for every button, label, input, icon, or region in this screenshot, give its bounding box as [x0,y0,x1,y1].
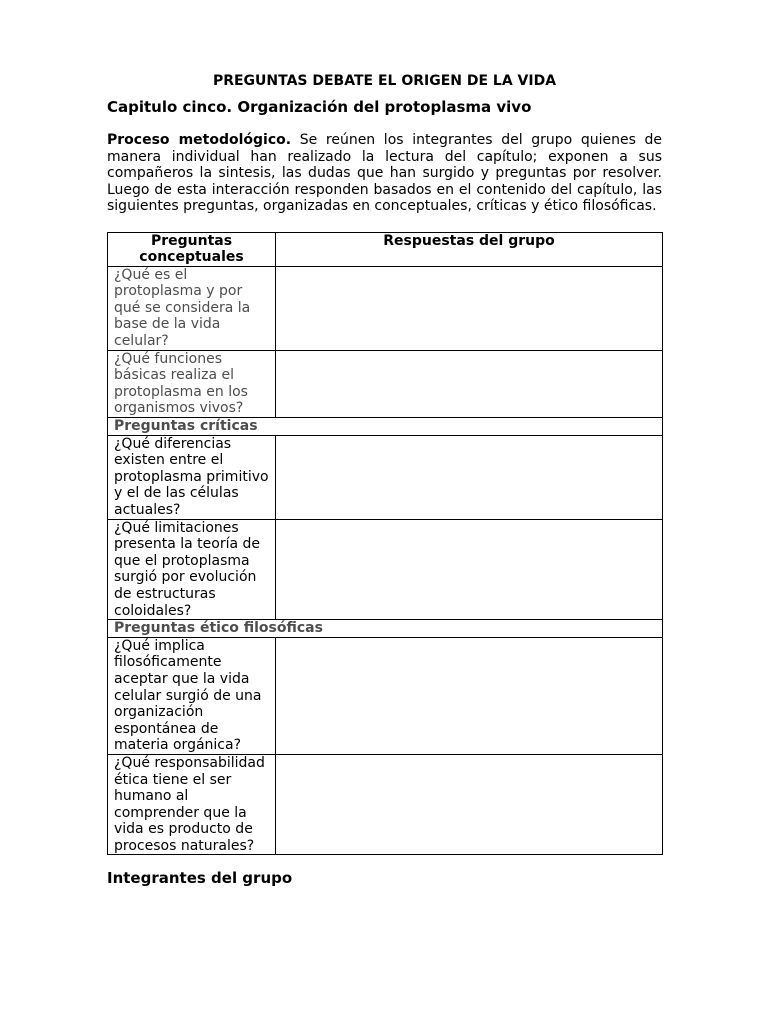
question-cell: ¿Qué limitaciones presenta la teoría de que el protoplasma surgió por evolución de estructuras coloidales? [108,519,276,620]
process-text: Se reúnen los integrantes del grupo quienes de manera individual han realizado la lectura del capítulo; exponen a sus compañeros la sintesis, las dudas que han surgido y preguntas por resolver. Luego de esta interacción responden basados en el contenido del capítulo, las siguientes preguntas, organizadas en conceptuales, críticas y ético filosóficas. [107,132,662,214]
section-heading-critical: Preguntas críticas [108,418,663,436]
header-questions: Preguntas conceptuales [108,232,276,266]
question-cell: ¿Qué diferencias existen entre el protoplasma primitivo y el de las células actuales? [108,435,276,519]
members-heading: Integrantes del grupo [107,869,293,888]
answer-cell[interactable] [276,435,663,519]
answer-cell[interactable] [276,350,663,417]
process-lead: Proceso metodológico. [107,132,292,148]
table-row [108,754,663,855]
table-header-row [108,232,663,266]
table-row [108,519,663,620]
chapter-heading: Capitulo cinco. Organización del protoplasma vivo [107,98,532,116]
answer-cell[interactable] [276,754,663,855]
header-answers: Respuestas del grupo [276,232,663,266]
table-row [108,266,663,350]
document-page [107,72,662,888]
question-cell: ¿Qué es el protoplasma y por qué se considera la base de la vida celular? [108,266,276,350]
question-cell: ¿Qué implica filosóficamente aceptar que la vida celular surgió de una organización espontánea de materia orgánica? [108,637,276,754]
answer-cell[interactable] [276,637,663,754]
section-row [108,418,663,436]
table-row [108,637,663,754]
answer-cell[interactable] [276,519,663,620]
section-row [108,620,663,638]
question-cell: ¿Qué funciones básicas realiza el protoplasma en los organismos vivos? [108,350,276,417]
document-title: PREGUNTAS DEBATE EL ORIGEN DE LA VIDA [212,73,557,89]
process-paragraph [107,132,662,215]
answer-cell[interactable] [276,266,663,350]
table-row [108,350,663,417]
question-cell: ¿Qué responsabilidad ética tiene el ser humano al comprender que la vida es producto de procesos naturales? [108,754,276,855]
questions-table [107,232,663,856]
table-row [108,435,663,519]
section-heading-ethical: Preguntas ético filosóficas [108,620,663,638]
